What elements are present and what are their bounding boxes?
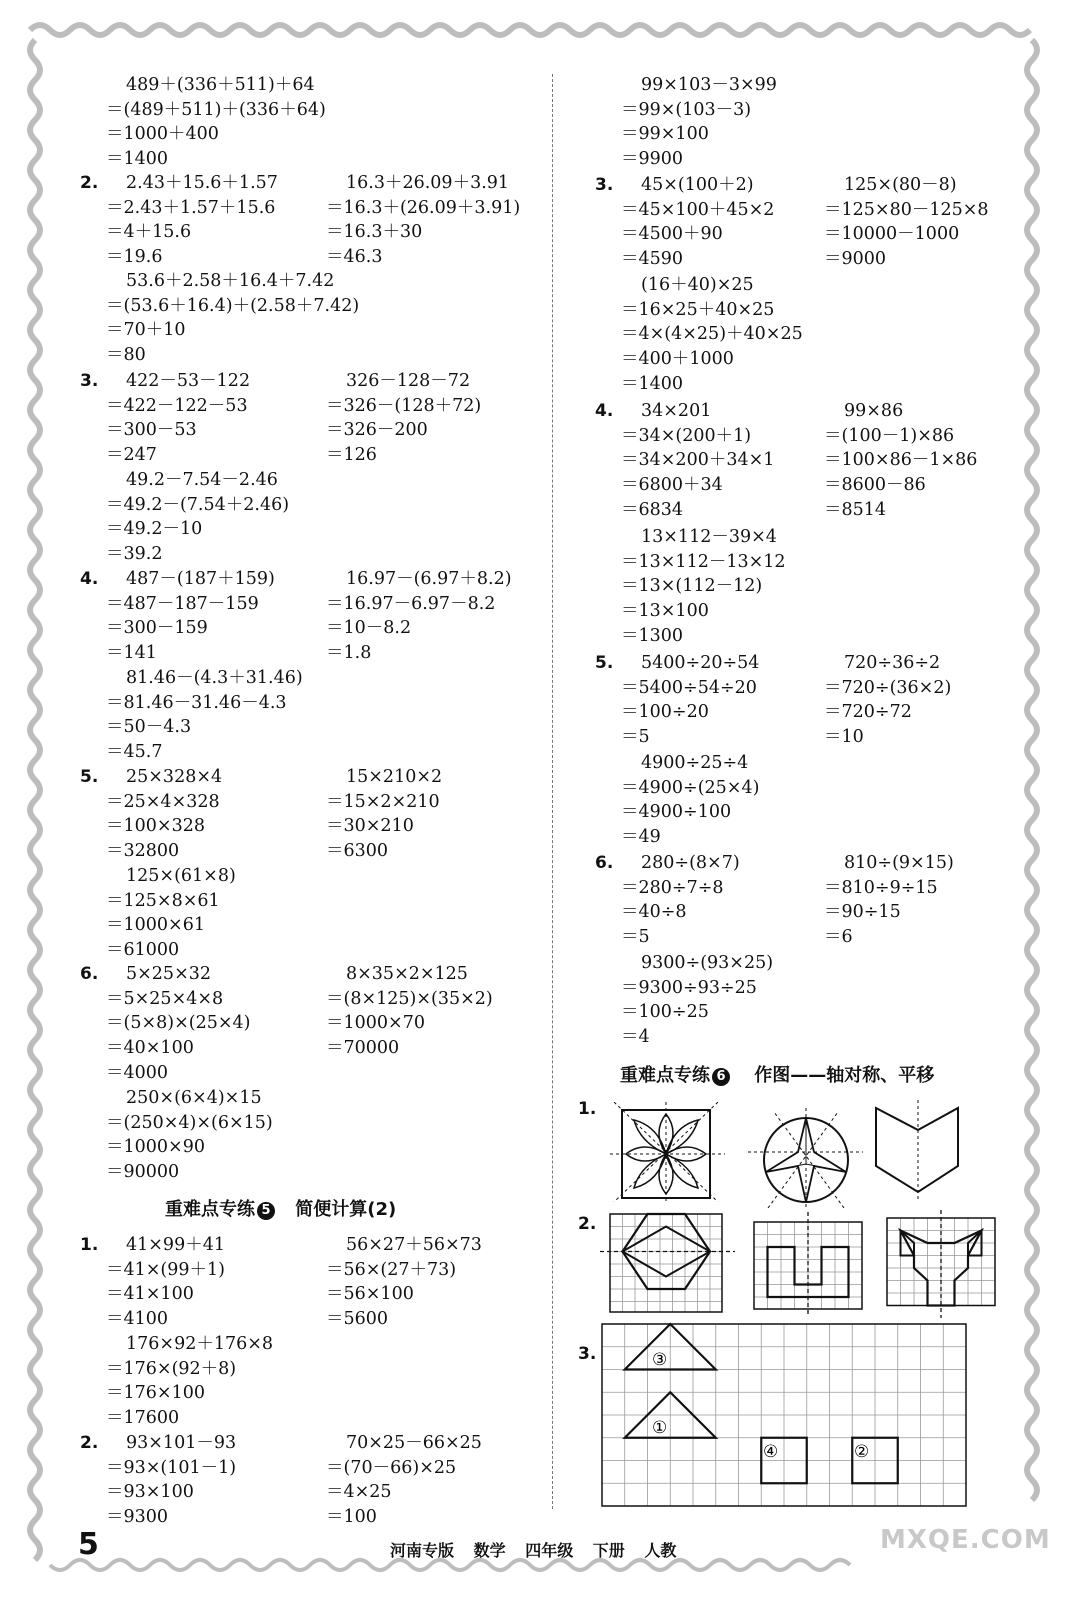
question-number: 3. [595, 175, 614, 195]
drawing-q1-number: 1. [578, 1099, 597, 1119]
calculation-step: ＝4×25 [326, 1482, 392, 1503]
symmetry-arrow-shape [870, 1100, 965, 1200]
footer-term: 下册 [592, 1541, 625, 1560]
calculation-step: ＝100÷25 [621, 1002, 709, 1023]
expression: 53.6＋2.58＋16.4＋7.42 [126, 271, 335, 291]
calculation-step: ＝400＋1000 [621, 349, 734, 370]
calculation-step: ＝4590 [621, 249, 684, 270]
calculation-step: ＝16.97－6.97－8.2 [326, 593, 496, 614]
calculation-step: ＝80 [106, 345, 146, 366]
translation-grid-figure [600, 1322, 970, 1514]
question-number: 5. [595, 653, 614, 673]
calculation-step: ＝34×200＋34×1 [621, 450, 775, 471]
calculation-step: ＝45×100＋45×2 [621, 199, 775, 220]
calculation-step: ＝40÷8 [621, 902, 687, 923]
calculation-step: ＝4500＋90 [621, 224, 723, 245]
calculation-step: ＝247 [106, 445, 157, 466]
calculation-step: ＝100 [326, 1507, 377, 1528]
calculation-step: ＝5 [621, 727, 650, 748]
calculation-step: ＝15×2×210 [326, 791, 440, 812]
question-number: 3. [80, 371, 99, 391]
calculation-step: ＝81.46－31.46－4.3 [106, 692, 287, 713]
question-number: 5. [80, 767, 99, 787]
calculation-step: ＝176×100 [106, 1383, 205, 1404]
calculation-step: ＝93×100 [106, 1482, 194, 1503]
footer-region: 河南专版 [390, 1541, 455, 1560]
calculation-step: ＝810÷9÷15 [824, 877, 938, 898]
expression: 280÷(8×7) [641, 853, 740, 873]
calculation-step: ＝300－53 [106, 420, 197, 441]
calculation-step: ＝1000×61 [106, 915, 205, 936]
calculation-step: ＝40×100 [106, 1038, 194, 1059]
calculation-step: ＝422－122－53 [106, 395, 248, 416]
calculation-step: ＝99×100 [621, 124, 709, 145]
calculation-step: ＝6 [824, 927, 853, 948]
calculation-step: ＝720÷72 [824, 702, 912, 723]
expression: 9300÷(93×25) [641, 953, 774, 973]
expression: 125×(61×8) [126, 866, 236, 886]
section5-badge: 5 [257, 1202, 275, 1220]
expression: 250×(6×4)×15 [126, 1088, 262, 1108]
question-number: 1. [80, 1235, 99, 1255]
expression: 4900÷25÷4 [641, 753, 749, 773]
calculation-step: ＝100÷20 [621, 702, 709, 723]
expression: 25×328×4 [126, 767, 223, 787]
calculation-step: ＝41×100 [106, 1284, 194, 1305]
shape-3-label: ③ [652, 1350, 668, 1370]
calculation-step: ＝1000×70 [326, 1013, 425, 1034]
expression: 99×86 [844, 401, 904, 421]
expression: 326－128－72 [346, 371, 471, 391]
section6-title: 作图——轴对称、平移 [754, 1065, 935, 1086]
calculation-step: ＝13×100 [621, 601, 709, 622]
calculation-step: ＝6800＋34 [621, 475, 723, 496]
calculation-step: ＝(53.6＋16.4)＋(2.58＋7.42) [106, 295, 360, 316]
calculation-step: ＝8514 [824, 499, 887, 520]
calculation-step: ＝13×112－13×12 [621, 551, 786, 572]
calculation-step: ＝280÷7÷8 [621, 877, 724, 898]
calculation-step: ＝16×25＋40×25 [621, 299, 775, 320]
footer-grade: 四年级 [525, 1541, 574, 1560]
calculation-step: ＝125×80－125×8 [824, 199, 989, 220]
calculation-step: ＝61000 [106, 940, 180, 961]
calculation-step: ＝9900 [621, 149, 684, 170]
calculation-step: ＝(100－1)×86 [824, 425, 955, 446]
expression: 70×25－66×25 [346, 1433, 482, 1453]
column-divider [552, 74, 553, 1509]
calculation-step: ＝41×(99＋1) [106, 1259, 225, 1280]
calculation-step: ＝1.8 [326, 643, 372, 664]
expression: 125×(80－8) [844, 175, 957, 195]
drawing-q3-number: 3. [578, 1344, 597, 1364]
calculation-step: ＝(70－66)×25 [326, 1457, 457, 1478]
expression: 45×(100＋2) [641, 175, 754, 195]
expression: 56×27＋56×73 [346, 1235, 482, 1255]
calculation-step: ＝(489＋511)＋(336＋64) [106, 99, 326, 120]
calculation-step: ＝49 [621, 827, 661, 848]
expression: 2.43＋15.6＋1.57 [126, 173, 278, 193]
question-number: 2. [80, 173, 99, 193]
calculation-step: ＝300－159 [106, 618, 208, 639]
expression: 15×210×2 [346, 767, 443, 787]
expression: 5400÷20÷54 [641, 653, 760, 673]
question-number: 4. [80, 569, 99, 589]
expression: 422－53－122 [126, 371, 251, 391]
grid-hexagon-figure [600, 1212, 735, 1314]
calculation-step: ＝9300÷93÷25 [621, 977, 757, 998]
calculation-step: ＝176×(92＋8) [106, 1358, 237, 1379]
book-info-footer [390, 1538, 676, 1561]
calculation-step: ＝326－200 [326, 420, 428, 441]
calculation-step: ＝720÷(36×2) [824, 677, 952, 698]
expression: 176×92＋176×8 [126, 1334, 274, 1354]
expression: 16.97－(6.97＋8.2) [346, 569, 512, 589]
question-number: 2. [80, 1433, 99, 1453]
shape-4-label: ④ [763, 1442, 779, 1462]
calculation-step: ＝90000 [106, 1162, 180, 1183]
question-number: 4. [595, 401, 614, 421]
symmetry-circle-star [748, 1108, 863, 1208]
calculation-step: ＝4900÷100 [621, 802, 732, 823]
calculation-step: ＝5 [621, 927, 650, 948]
calculation-step: ＝1000＋400 [106, 124, 219, 145]
calculation-step: ＝56×100 [326, 1284, 414, 1305]
calculation-step: ＝49.2－10 [106, 519, 203, 540]
section6-prefix: 重难点专练 [620, 1065, 710, 1086]
section6-badge: 6 [712, 1068, 730, 1086]
question-number: 6. [80, 964, 99, 984]
watermark: MXQE.COM [880, 1525, 1051, 1555]
calculation-step: ＝34×(200＋1) [621, 425, 752, 446]
calculation-step: ＝4×(4×25)＋40×25 [621, 324, 803, 345]
expression: 99×103－3×99 [641, 75, 777, 95]
calculation-step: ＝10000－1000 [824, 224, 960, 245]
shape-2-label: ② [854, 1442, 870, 1462]
expression: 81.46－(4.3＋31.46) [126, 668, 303, 688]
calculation-step: ＝4100 [106, 1309, 169, 1330]
calculation-step: ＝99×(103－3) [621, 99, 752, 120]
calculation-step: ＝4900÷(25×4) [621, 777, 760, 798]
expression: 720÷36÷2 [844, 653, 941, 673]
calculation-step: ＝9000 [824, 249, 887, 270]
expression: 49.2－7.54－2.46 [126, 470, 278, 490]
calculation-step: ＝9300 [106, 1507, 169, 1528]
calculation-step: ＝1400 [621, 373, 684, 394]
shape-1-label: ① [652, 1418, 668, 1438]
calculation-step: ＝1000×90 [106, 1137, 205, 1158]
calculation-step: ＝1400 [106, 149, 169, 170]
expression: 13×112－39×4 [641, 527, 777, 547]
calculation-step: ＝70＋10 [106, 320, 186, 341]
expression: 489＋(336＋511)＋64 [126, 75, 315, 95]
grid-u-shape-figure [752, 1212, 864, 1314]
calculation-step: ＝46.3 [326, 247, 383, 268]
calculation-step: ＝5600 [326, 1309, 389, 1330]
calculation-step: ＝50－4.3 [106, 717, 192, 738]
calculation-step: ＝16.3＋(26.09＋3.91) [326, 197, 521, 218]
calculation-step: ＝10 [824, 727, 864, 748]
calculation-step: ＝126 [326, 445, 377, 466]
calculation-step: ＝5×25×4×8 [106, 988, 224, 1009]
expression: 487－(187＋159) [126, 569, 275, 589]
section5-prefix: 重难点专练 [165, 1199, 255, 1220]
calculation-step: ＝49.2－(7.54＋2.46) [106, 494, 290, 515]
footer-edition: 人教 [644, 1541, 677, 1560]
calculation-step: ＝93×(101－1) [106, 1457, 237, 1478]
calculation-step: ＝4000 [106, 1062, 169, 1083]
calculation-step: ＝8600－86 [824, 475, 926, 496]
footer-subject: 数学 [473, 1541, 506, 1560]
calculation-step: ＝141 [106, 643, 157, 664]
calculation-step: ＝(8×125)×(35×2) [326, 988, 493, 1009]
calculation-step: ＝16.3＋30 [326, 222, 423, 243]
calculation-step: ＝100×328 [106, 816, 205, 837]
calculation-step: ＝10－8.2 [326, 618, 412, 639]
grid-cup-shape-figure [885, 1210, 997, 1318]
calculation-step: ＝17600 [106, 1408, 180, 1429]
expression: 5×25×32 [126, 964, 211, 984]
calculation-step: ＝32800 [106, 841, 180, 862]
calculation-step: ＝56×(27＋73) [326, 1259, 457, 1280]
calculation-step: ＝39.2 [106, 544, 163, 565]
expression: 810÷(9×15) [844, 853, 954, 873]
calculation-step: ＝100×86－1×86 [824, 450, 978, 471]
expression: 34×201 [641, 401, 712, 421]
calculation-step: ＝6834 [621, 499, 684, 520]
expression: 8×35×2×125 [346, 964, 468, 984]
expression: 93×101－93 [126, 1433, 237, 1453]
calculation-step: ＝70000 [326, 1038, 400, 1059]
section5-heading [165, 1198, 396, 1222]
expression: 16.3＋26.09＋3.91 [346, 173, 510, 193]
calculation-step: ＝(5×8)×(25×4) [106, 1013, 251, 1034]
calculation-step: ＝19.6 [106, 247, 163, 268]
calculation-step: ＝(250×4)×(6×15) [106, 1112, 273, 1133]
expression: (16＋40)×25 [641, 275, 754, 295]
calculation-step: ＝45.7 [106, 742, 163, 763]
calculation-step: ＝4＋15.6 [106, 222, 192, 243]
symmetry-square-petals [600, 1102, 735, 1202]
calculation-step: ＝326－(128＋72) [326, 395, 482, 416]
section5-title: 简便计算(2) [295, 1199, 397, 1220]
expression: 41×99＋41 [126, 1235, 225, 1255]
calculation-step: ＝13×(112－12) [621, 576, 763, 597]
calculation-step: ＝2.43＋1.57＋15.6 [106, 197, 276, 218]
calculation-step: ＝487－187－159 [106, 593, 259, 614]
calculation-step: ＝30×210 [326, 816, 414, 837]
calculation-step: ＝5400÷54÷20 [621, 677, 757, 698]
question-number: 6. [595, 853, 614, 873]
calculation-step: ＝90÷15 [824, 902, 901, 923]
calculation-step: ＝4 [621, 1027, 650, 1048]
calculation-step: ＝1300 [621, 625, 684, 646]
drawing-q2-number: 2. [578, 1214, 597, 1234]
calculation-step: ＝125×8×61 [106, 890, 220, 911]
page-number: 5 [78, 1527, 99, 1562]
calculation-step: ＝6300 [326, 841, 389, 862]
section6-heading [620, 1064, 934, 1088]
calculation-step: ＝25×4×328 [106, 791, 220, 812]
